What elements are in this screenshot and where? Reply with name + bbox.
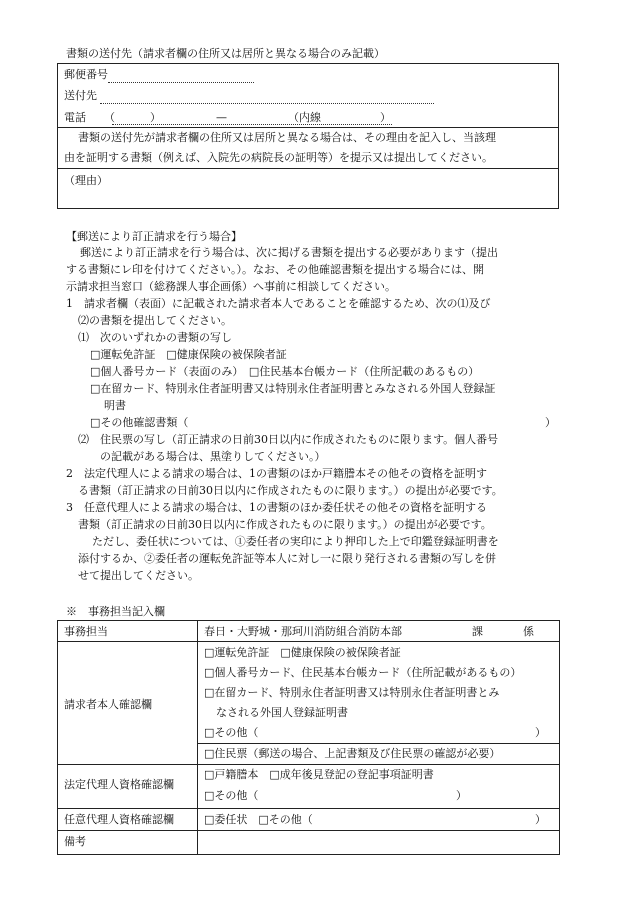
voluntary-close: ） <box>535 813 546 826</box>
remarks-label: 備考 <box>64 835 86 848</box>
row-divider <box>57 764 560 765</box>
office-heading: ※ 事務担当記入欄 <box>66 605 165 618</box>
identity-line: なされる外国人登録証明書 <box>216 706 348 719</box>
voluntary-label: 任意代理人資格確認欄 <box>64 813 174 826</box>
mail-line: 書類（訂正請求の日前30日以内に作成されたものに限ります。）の提出が必要です。 <box>78 518 492 531</box>
legal-line[interactable]: □その他（ <box>204 789 259 802</box>
postal-label: 郵便番号 <box>64 68 108 81</box>
staff-label: 事務担当 <box>64 625 108 638</box>
phone-line[interactable] <box>112 124 392 125</box>
mail-line: ただし、委任状については、①委任者の実印により押印した上で印鑑登録証明書を <box>92 535 499 548</box>
voluntary-line[interactable]: □委任状 □その他（ <box>204 813 313 826</box>
identity-line[interactable]: □その他（ <box>204 726 259 739</box>
mail-line: 3 任意代理人による請求の場合は、1の書類のほか委任状その他その資格を証明する <box>66 501 487 514</box>
address-label: 送付先 <box>64 89 97 102</box>
sending-heading: 書類の送付先（請求者欄の住所又は居所と異なる場合のみ記載） <box>66 47 385 60</box>
mail-line: □在留カード、特別永住者証明書又は特別永住者証明書とみなされる外国人登録証 <box>90 382 496 395</box>
phone-paren-open: （ <box>104 111 115 124</box>
identity-line[interactable]: □運転免許証 □健康保険の被保険者証 <box>204 646 401 659</box>
sending-note-1: 書類の送付先が請求者欄の住所又は居所と異なる場合は、その理由を記入し、当該理 <box>78 131 496 144</box>
sending-note-2: 由を証明する書類（例えば、入院先の病院長の証明等）を提示又は提出してください。 <box>64 151 493 164</box>
legal-other-close: ） <box>456 789 467 802</box>
row-divider <box>57 808 560 809</box>
mail-heading: 【郵送により訂正請求を行う場合】 <box>66 230 242 243</box>
mail-line: 2 法定代理人による請求の場合は、1の書類のほか戸籍謄本その他その資格を証明す <box>66 467 487 480</box>
phone-label: 電話 <box>64 111 86 124</box>
mail-line: ⑴ 次のいずれかの書類の写し <box>78 331 232 344</box>
row-divider <box>197 743 560 744</box>
divider <box>57 168 559 169</box>
row-divider <box>57 830 560 831</box>
residence-line[interactable]: □住民票（郵送の場合、上記書類及び住民票の確認が必要） <box>204 747 501 760</box>
col-divider <box>197 620 198 855</box>
mail-line: 明書 <box>104 399 126 412</box>
mail-line: 示請求担当窓口（総務課人事企画係）へ事前に相談してください。 <box>66 280 396 293</box>
legal-label: 法定代理人資格確認欄 <box>64 778 174 791</box>
mail-line: 添付するか、②委任者の運転免許証等本人に対し一に限り発行される書類の写しを併 <box>78 552 496 565</box>
extension-label: （内線 <box>288 111 321 124</box>
mail-line: する書類にレ印を付けてください。）。なお、その他確認書類を提出する場合には、開 <box>66 263 484 276</box>
mail-line: ⑵の書類を提出してください。 <box>78 314 232 327</box>
identity-line[interactable]: □在留カード、特別永住者証明書又は特別永住者証明書とみ <box>204 686 500 699</box>
mail-line: □その他確認書類（ <box>90 416 189 429</box>
mail-line: 1 請求者欄（表面）に記載された請求者本人であることを確認するため、次の⑴及び <box>66 297 491 310</box>
postal-line[interactable] <box>108 82 254 83</box>
extension-close: ） <box>380 111 391 124</box>
identity-label: 請求者本人確認欄 <box>64 698 152 711</box>
identity-line[interactable]: □個人番号カード、住民基本台帳カード（住所記載があるもの） <box>204 666 522 679</box>
phone-paren-close: ） <box>150 111 161 124</box>
ka-label: 課 <box>472 625 483 638</box>
kakari-label: 係 <box>523 625 534 638</box>
mail-line: 郵送により訂正請求を行う場合は、次に掲げる書類を提出する必要があります（提出 <box>80 246 498 259</box>
address-line[interactable] <box>100 103 434 104</box>
mail-line: る書類（訂正請求の日前30日以内に作成されたものに限ります。）の提出が必要です。 <box>78 484 503 497</box>
legal-line[interactable]: □戸籍謄本 □成年後見登記の登記事項証明書 <box>204 768 434 781</box>
mail-line: ⑵ 住民票の写し（訂正請求の日前30日以内に作成されたものに限ります。個人番号 <box>78 433 499 446</box>
phone-dash: — <box>216 111 227 124</box>
staff-value: 春日・大野城・那珂川消防組合消防本部 <box>204 625 402 638</box>
mail-line: □運転免許証 □健康保険の被保険者証 <box>90 348 287 361</box>
mail-line: の記載がある場合は、黒塗りしてください。） <box>100 450 326 463</box>
mail-line: せて提出してください。 <box>78 569 199 582</box>
divider <box>57 127 559 128</box>
reason-label: （理由） <box>64 174 108 187</box>
mail-line: □個人番号カード（表面のみ） □住民基本台帳カード（住所記載のあるもの） <box>90 365 480 378</box>
identity-other-close: ） <box>535 726 546 739</box>
other-close: ） <box>545 416 556 429</box>
row-divider <box>57 641 560 642</box>
